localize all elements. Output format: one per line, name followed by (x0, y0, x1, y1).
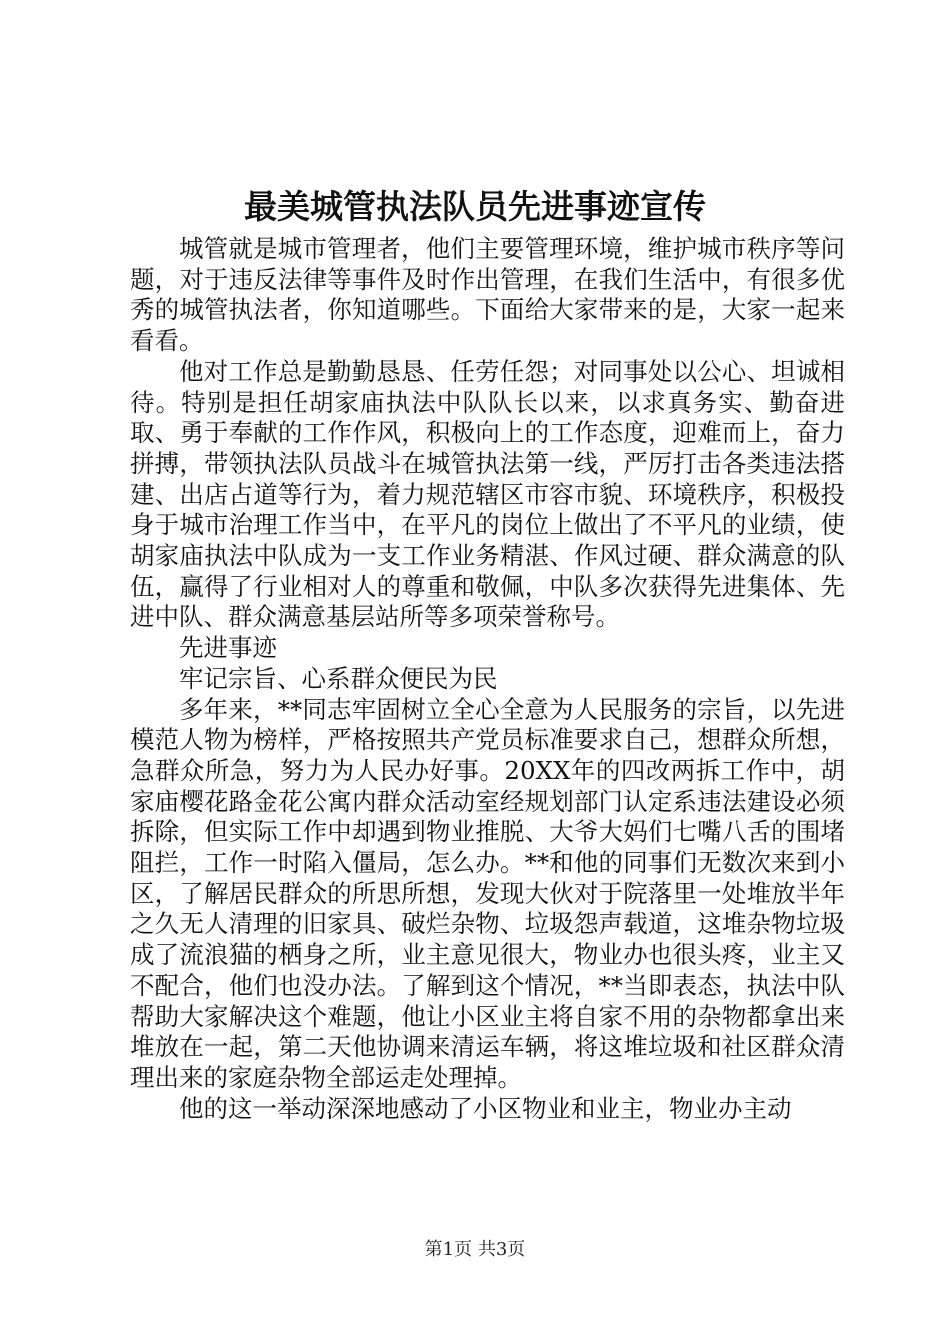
section-heading: 先进事迹 (179, 633, 277, 663)
paragraph-story: 多年来，**同志牢固树立全心全意为人民服务的宗旨，以先进模范人物为榜样，严格按照共产党员标准要求自己，想群众所想，急群众所急，努力为人民办好事。20XX年的四改两拆工作中，胡家庙樱花路金花公寓内群众活动室经规划部门认定系违法建设必须拆除，但实际工作中却遇到物业推脱、大爷大妈们七嘴八舌的围堵阻拦，工作一时陷入僵局，怎么办。**和他的同事们无数次来到小区，了解居民群众的所思所想，发现大伙对于院落里一处堆放半年之久无人清理的旧家具、破烂杂物、垃圾怨声载道，这堆杂物垃圾成了流浪猫的栖身之所，业主意见很大，物业办也很头疼，业主又不配合，他们也没办法。了解到这个情况，**当即表态，执法中队帮助大家解决这个难题，他让小区业主将自家不用的杂物都拿出来堆放在一起，第二天他协调来清运车辆，将这堆垃圾和社区群众清理出来的家庭杂物全部运走处理掉。 (130, 694, 845, 1092)
subsection-heading: 牢记宗旨、心系群众便民为民 (179, 663, 498, 693)
document-title: 最美城管执法队员先进事迹宣传 (244, 187, 706, 226)
page-number-footer: 第1页 共3页 (424, 1239, 526, 1260)
document-body (130, 234, 845, 1124)
paragraph-description: 他对工作总是勤勤恳恳、任劳任怨；对同事处以公心、坦诚相待。特别是担任胡家庙执法中队队长以来，以求真务实、勤奋进取、勇于奉献的工作作风，积极向上的工作态度，迎难而上，奋力拼搏，带领执法队员战斗在城管执法第一线，严厉打击各类违法搭建、出店占道等行为，着力规范辖区市容市貌、环境秩序，积极投身于城市治理工作当中，在平凡的岗位上做出了不平凡的业绩，使胡家庙执法中队成为一支工作业务精湛、作风过硬、群众满意的队伍，赢得了行业相对人的尊重和敬佩，中队多次获得先进集体、先进中队、群众满意基层站所等多项荣誉称号。 (130, 356, 845, 632)
paragraph-continuation: 他的这一举动深深地感动了小区物业和业主，物业办主动 (179, 1093, 792, 1123)
paragraph-intro: 城管就是城市管理者，他们主要管理环境，维护城市秩序等问题，对于违反法律等事件及时作出管理，在我们生活中，有很多优秀的城管执法者，你知道哪些。下面给大家带来的是，大家一起来看看。 (130, 234, 845, 356)
